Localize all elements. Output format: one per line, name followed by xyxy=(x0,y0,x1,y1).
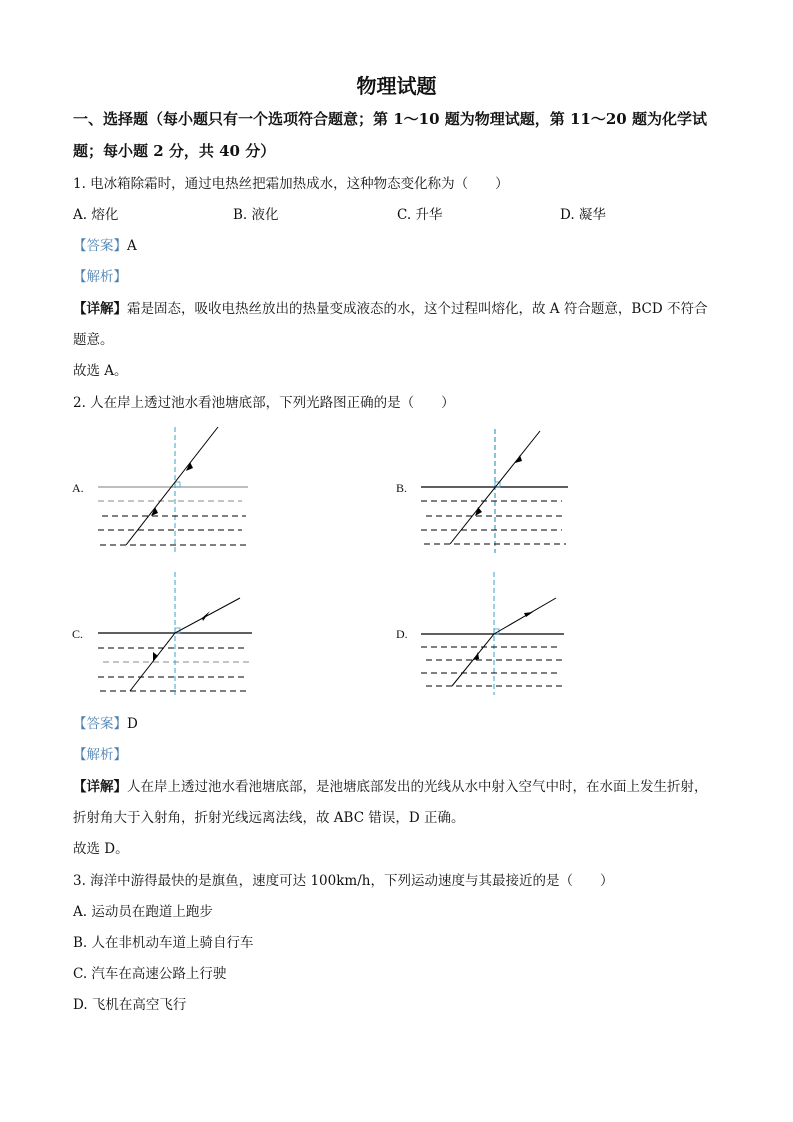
q3-option-b: B. 人在非机动车道上骑自行车 xyxy=(73,935,254,951)
diagram-d-label: D. xyxy=(396,627,408,641)
q3-option-a: A. 运动员在跑道上跑步 xyxy=(73,904,213,920)
q1-detail-line2: 题意。 xyxy=(73,332,114,348)
detail-label: 【详解】 xyxy=(73,779,127,795)
q2-analysis-label: 【解析】 xyxy=(73,747,127,763)
q3-stem: 3. 海洋中游得最快的是旗鱼，速度可达 100km/h，下列运动速度与其最接近的是（ ） xyxy=(73,873,614,889)
detail-text: 霜是固态，吸收电热丝放出的热量变成液态的水，这个过程叫熔化，故 A 符合题意，BCD 不符合 xyxy=(127,301,708,317)
detail-text: 人在岸上透过池水看池塘底部，是池塘底部发出的光线从水中射入空气中时，在水面上发生折射， xyxy=(127,779,708,795)
q2-detail xyxy=(73,775,708,795)
q1-detail xyxy=(73,297,707,317)
q1-option-b: B. 液化 xyxy=(233,207,279,223)
answer-value: A xyxy=(127,238,137,254)
q3-option-c: C. 汽车在高速公路上行驶 xyxy=(73,966,227,982)
diagram-a xyxy=(90,425,260,555)
section-heading-line2: 题；每小题 2 分，共 40 分） xyxy=(73,142,276,160)
q1-stem: 1. 电冰箱除霜时，通过电热丝把霜加热成水，这种物态变化称为（ ） xyxy=(73,176,509,192)
q1-option-d: D. 凝华 xyxy=(560,207,606,223)
q1-conclusion: 故选 A。 xyxy=(73,363,128,379)
diagram-a-label: A. xyxy=(72,481,84,495)
answer-value: D xyxy=(127,716,138,732)
q1-answer xyxy=(73,234,137,254)
section-heading-line1: 一、选择题（每小题只有一个选项符合题意；第 1～10 题为物理试题，第 11～20 题为化学试 xyxy=(73,110,707,128)
q2-answer xyxy=(73,712,138,732)
q1-analysis-label: 【解析】 xyxy=(73,269,127,285)
q3-option-d: D. 飞机在高空飞行 xyxy=(73,997,187,1013)
q2-detail-line2: 折射角大于入射角，折射光线远离法线，故 ABC 错误，D 正确。 xyxy=(73,810,465,826)
answer-label: 【答案】 xyxy=(73,238,127,254)
detail-label: 【详解】 xyxy=(73,301,127,317)
q1-option-a: A. 熔化 xyxy=(73,207,119,223)
diagram-b-label: B. xyxy=(396,481,408,495)
q2-stem: 2. 人在岸上透过池水看池塘底部，下列光路图正确的是（ ） xyxy=(73,395,455,411)
diagram-b xyxy=(418,425,578,555)
answer-label: 【答案】 xyxy=(73,716,127,732)
diagram-d xyxy=(418,570,578,700)
q1-option-c: C. 升华 xyxy=(397,207,443,223)
q2-conclusion: 故选 D。 xyxy=(73,841,129,857)
page-title: 物理试题 xyxy=(356,74,437,98)
diagram-c-label: C. xyxy=(72,627,84,641)
diagram-c xyxy=(90,570,260,700)
